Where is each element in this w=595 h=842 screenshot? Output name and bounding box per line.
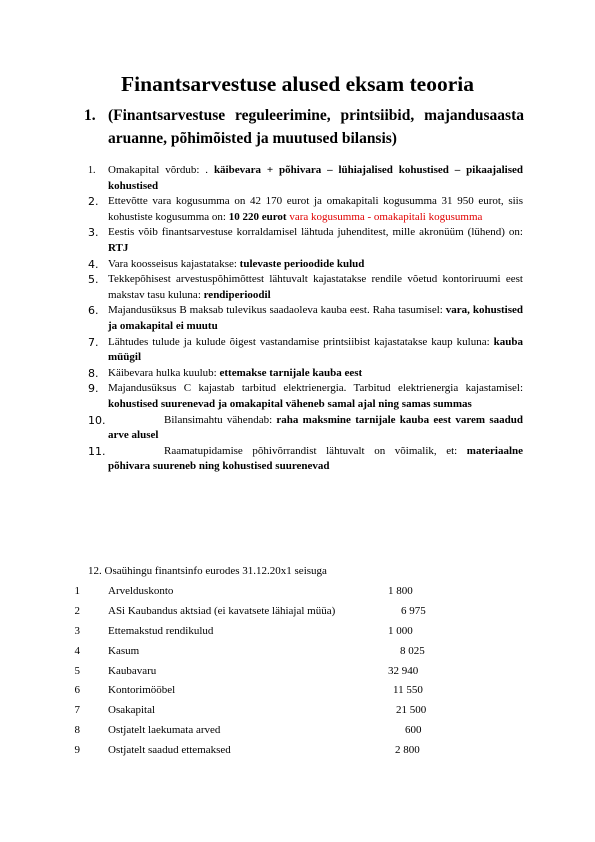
question-number: 8. (88, 366, 99, 380)
section-number: 1. (84, 107, 96, 124)
account-name: Kasum (108, 644, 140, 657)
question-answer: 10 220 eurot (228, 210, 287, 223)
question-text: Käibevara hulka kuulub: (108, 366, 220, 379)
question-answer: käibevara + põhivara – lühiajalised kohustised – pikaajalised kohustised (108, 164, 523, 192)
question-answer: rendiperioodil (203, 288, 271, 301)
question-item (0, 444, 595, 475)
row-number: 2 (74, 604, 80, 617)
question-item (0, 366, 595, 382)
account-value: 21 500 (396, 704, 427, 717)
question-number: 2. (88, 195, 99, 209)
account-name: Ostjatelt saadud ettemaksed (108, 744, 231, 757)
question-answer: kohustised suurenevad ja omakapital väheneb samal ajal ning samas summas (108, 397, 472, 410)
question-item (0, 303, 595, 334)
row-number: 7 (74, 704, 80, 717)
account-value: 2 800 (395, 744, 420, 757)
question-text: Vara koosseisus kajastatakse: (108, 257, 240, 270)
account-name: Kaubavaru (108, 664, 157, 677)
question-answer: raha maksmine tarnijale kauba eest varem saadud arve alusel (108, 413, 523, 442)
row-number: 4 (74, 644, 80, 657)
question-item (0, 413, 595, 444)
row-number: 1 (74, 584, 80, 597)
question-answer: tulevaste perioodide kulud (239, 257, 365, 270)
account-name: ASi Kaubandus aktsiad (ei kavatsete lähiajal müüa) (108, 604, 336, 617)
question-text: Raamatupidamise põhivõrrandist lähtuvalt on võimalik, et: (164, 444, 467, 457)
account-value: 1 800 (388, 584, 413, 597)
row-number: 9 (74, 744, 80, 757)
question-number: 7. (88, 335, 99, 349)
question-answer: materiaalne põhivara suureneb ning kohustised suurenevad (108, 444, 523, 473)
table-row (0, 700, 495, 720)
ledger-table (0, 581, 495, 760)
question-item (0, 335, 595, 366)
question-answer: vara, kohustised ja omakapital ei muutu (108, 304, 523, 332)
question-number: 4. (88, 257, 99, 271)
row-number: 6 (74, 684, 80, 697)
question-item (0, 381, 595, 412)
question-text: Lähtudes tulude ja kulude õigest vastandamise printsiibist kajastatakse kaup kuluna: (108, 335, 494, 348)
row-number: 3 (74, 624, 80, 637)
table-row (0, 661, 495, 681)
question-text: Bilansimahtu vähendab: (164, 413, 277, 426)
question-list (0, 163, 595, 475)
table-row (0, 641, 495, 661)
question-item (0, 194, 595, 225)
ledger-title: 12. Osaühingu finantsinfo eurodes 31.12.20x1 seisuga (88, 565, 327, 577)
question-text: Eestis võib finantsarvestuse korraldamisel lähtuda juhenditest, mille akronüüm (lühend) on: (108, 226, 523, 239)
section-heading (84, 104, 524, 150)
account-value: 1 000 (388, 624, 413, 637)
question-number: 10. (88, 413, 106, 427)
question-text: Tekkepõhisest arvestuspõhimõttest lähtuvalt kajastatakse rendile võetud kontoriruumi eest makstav tasu kuluna: (108, 273, 523, 301)
question-answer: RTJ (108, 241, 129, 254)
question-text: Majandusüksus B maksab tulevikus saadaoleva kauba eest. Raha tasumisel: (108, 304, 446, 317)
answer-note: vara kogusumma - omakapitali kogusumma (286, 210, 483, 223)
table-row (0, 581, 495, 601)
question-number: 6. (88, 304, 99, 318)
account-name: Ostjatelt laekumata arved (108, 724, 221, 737)
account-value: 11 550 (393, 684, 423, 697)
table-row (0, 740, 495, 760)
question-number: 11. (88, 444, 106, 458)
table-row (0, 621, 495, 641)
question-number: 1. (88, 165, 96, 176)
account-value: 8 025 (400, 644, 425, 657)
question-item (0, 257, 595, 273)
row-number: 8 (74, 724, 80, 737)
question-text: Omakapital võrdub: . (108, 164, 214, 176)
question-item (0, 163, 595, 194)
question-text: Majandusüksus C kajastab tarbitud elektrienergia. Tarbitud elektrienergia kajastamisel: (108, 382, 523, 395)
question-item (0, 272, 595, 303)
question-text: Ettevõtte vara kogusumma on 42 170 eurot ja omakapitali kogusumma 31 950 eurot, siis kohustiste kogusumma on: (108, 195, 523, 223)
question-item (0, 225, 595, 256)
account-name: Arvelduskonto (108, 584, 174, 597)
account-value: 32 940 (388, 664, 419, 677)
table-row (0, 601, 495, 621)
question-answer: kauba müügil (108, 335, 523, 364)
question-number: 9. (88, 382, 99, 396)
section-title: (Finantsarvestuse reguleerimine, printsiibid, majandusaasta aruanne, põhimõisted ja muutused bilansis) (108, 107, 524, 147)
account-value: 600 (405, 724, 422, 737)
question-answer: ettemakse tarnijale kauba eest (219, 366, 363, 379)
question-number: 5. (88, 273, 99, 287)
page-title: Finantsarvestuse alused eksam teooria (121, 72, 474, 96)
table-row (0, 720, 495, 740)
account-value: 6 975 (401, 604, 426, 617)
account-name: Kontorimööbel (108, 684, 176, 697)
account-name: Osakapital (108, 704, 156, 717)
table-row (0, 680, 495, 700)
account-name: Ettemakstud rendikulud (108, 624, 214, 637)
question-number: 3. (88, 226, 99, 240)
row-number: 5 (74, 664, 80, 677)
